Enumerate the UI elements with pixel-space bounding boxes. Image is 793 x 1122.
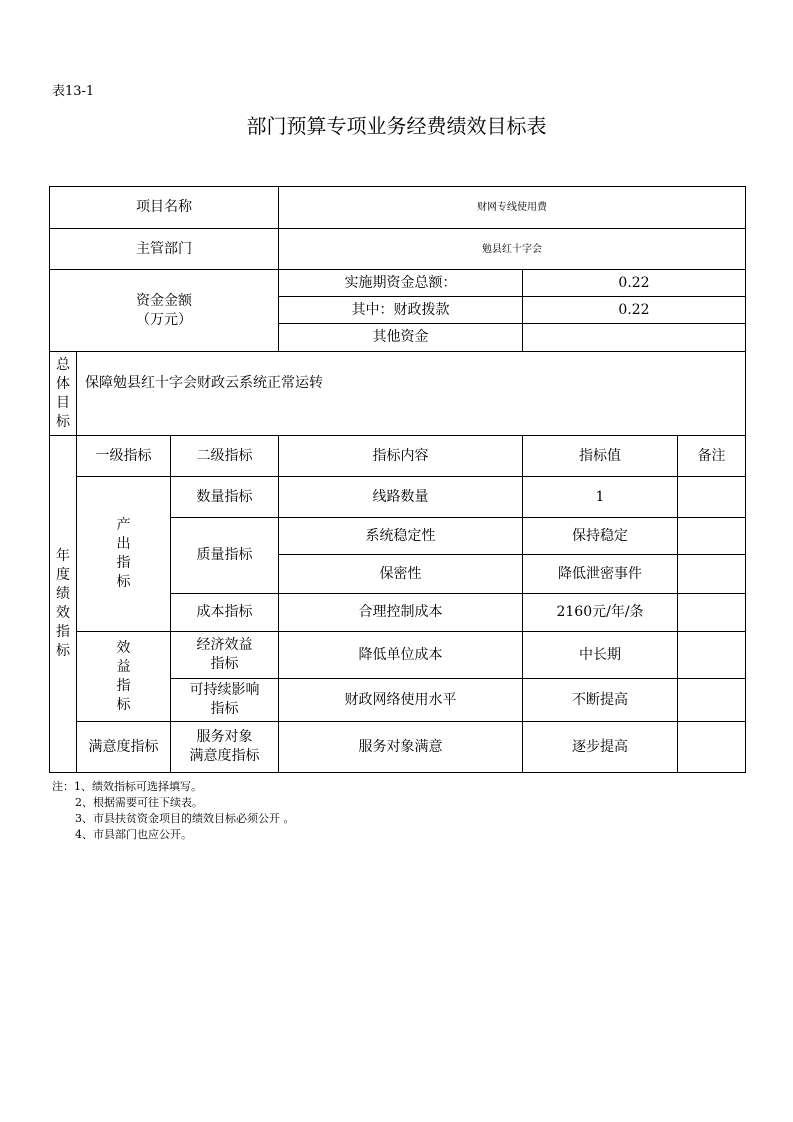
output-char: 出 xyxy=(116,536,131,552)
funds-label-line1: 资金金额 xyxy=(136,292,192,309)
satisfaction-remark xyxy=(678,722,746,773)
quality-content-2: 保密性 xyxy=(279,555,523,594)
sustain-indicator-label xyxy=(171,679,279,722)
department-value: 勉县红十字会 xyxy=(279,229,746,270)
cost-content: 合理控制成本 xyxy=(279,594,523,632)
sustain-remark xyxy=(678,679,746,722)
satisfaction-content: 服务对象满意 xyxy=(279,722,523,773)
satisfaction-line1: 服务对象 xyxy=(196,729,253,745)
project-name-label: 项目名称 xyxy=(50,187,279,229)
benefit-char: 标 xyxy=(116,696,131,713)
economic-remark xyxy=(678,632,746,679)
quality-content-1: 系统稳定性 xyxy=(279,518,523,555)
fiscal-funds-value: 0.22 xyxy=(523,297,746,324)
quality-indicator-label: 质量指标 xyxy=(171,518,279,594)
quality-value-2: 降低泄密事件 xyxy=(523,555,678,594)
output-char: 指 xyxy=(116,555,131,571)
cost-indicator-label: 成本指标 xyxy=(171,594,279,632)
table-number: 表13-1 xyxy=(52,84,95,99)
satisfaction-value: 逐步提高 xyxy=(523,722,678,773)
economic-content: 降低单位成本 xyxy=(279,632,523,679)
annual-char: 标 xyxy=(56,643,70,659)
output-indicator-label xyxy=(77,477,171,632)
notes xyxy=(52,779,295,843)
department-label: 主管部门 xyxy=(50,229,279,270)
annual-char: 度 xyxy=(56,567,70,583)
header-level1: 一级指标 xyxy=(77,436,171,477)
other-funds-label: 其他资金 xyxy=(279,324,523,352)
header-content: 指标内容 xyxy=(279,436,523,477)
funds-label-line2: （万元） xyxy=(136,311,192,328)
overall-goal-char: 目 xyxy=(56,394,70,411)
output-char: 产 xyxy=(116,517,131,533)
header-remark: 备注 xyxy=(678,436,746,477)
annual-char: 指 xyxy=(56,624,70,640)
quantity-remark xyxy=(678,477,746,518)
annual-char: 效 xyxy=(56,605,70,621)
note-2: 2、根据需要可往下续表。 xyxy=(75,796,203,809)
quantity-content: 线路数量 xyxy=(279,477,523,518)
overall-goal-char: 总 xyxy=(56,356,70,373)
economic-indicator-label xyxy=(171,632,279,679)
cost-value: 2160元/年/条 xyxy=(523,594,678,632)
economic-line2: 指标 xyxy=(210,656,239,672)
annual-indicator-label xyxy=(50,436,77,773)
note-4: 4、市县部门也应公开。 xyxy=(75,828,192,841)
benefit-char: 益 xyxy=(116,658,131,675)
overall-goal-char: 标 xyxy=(56,413,70,430)
funds-label xyxy=(50,270,279,352)
sustain-content: 财政网络使用水平 xyxy=(279,679,523,722)
performance-target-table xyxy=(49,186,746,773)
note-3: 3、市县扶贫资金项目的绩效目标必须公开 。 xyxy=(75,812,295,825)
satisfaction-level1: 满意度指标 xyxy=(77,722,171,773)
output-char: 标 xyxy=(116,574,131,590)
economic-value: 中长期 xyxy=(523,632,678,679)
total-funds-value: 0.22 xyxy=(523,270,746,297)
annual-char: 绩 xyxy=(56,586,70,602)
overall-goal-label xyxy=(50,352,77,436)
satisfaction-line2: 满意度指标 xyxy=(189,748,260,764)
other-funds-value xyxy=(523,324,746,352)
quantity-indicator-label: 数量指标 xyxy=(171,477,279,518)
quality-value-1: 保持稳定 xyxy=(523,518,678,555)
fiscal-funds-label: 其中：财政拨款 xyxy=(279,297,523,324)
quality-remark-1 xyxy=(678,518,746,555)
sustain-line2: 指标 xyxy=(210,701,239,717)
header-level2: 二级指标 xyxy=(171,436,279,477)
header-value: 指标值 xyxy=(523,436,678,477)
sustain-value: 不断提高 xyxy=(523,679,678,722)
sustain-line1: 可持续影响 xyxy=(189,682,260,698)
benefit-char: 指 xyxy=(116,677,131,694)
economic-line1: 经济效益 xyxy=(196,637,253,653)
total-funds-label: 实施期资金总额： xyxy=(279,270,523,297)
overall-goal-text: 保障勉县红十字会财政云系统正常运转 xyxy=(77,352,746,436)
benefit-indicator-label xyxy=(77,632,171,722)
cost-remark xyxy=(678,594,746,632)
page-title: 部门预算专项业务经费绩效目标表 xyxy=(246,114,547,138)
project-name-value: 财网专线使用费 xyxy=(279,187,746,229)
annual-char: 年 xyxy=(56,548,70,564)
quantity-value: 1 xyxy=(523,477,678,518)
overall-goal-char: 体 xyxy=(56,375,70,392)
note-1: 注：1、绩效指标可选择填写。 xyxy=(52,780,202,793)
satisfaction-indicator-label xyxy=(171,722,279,773)
quality-remark-2 xyxy=(678,555,746,594)
benefit-char: 效 xyxy=(116,639,131,656)
